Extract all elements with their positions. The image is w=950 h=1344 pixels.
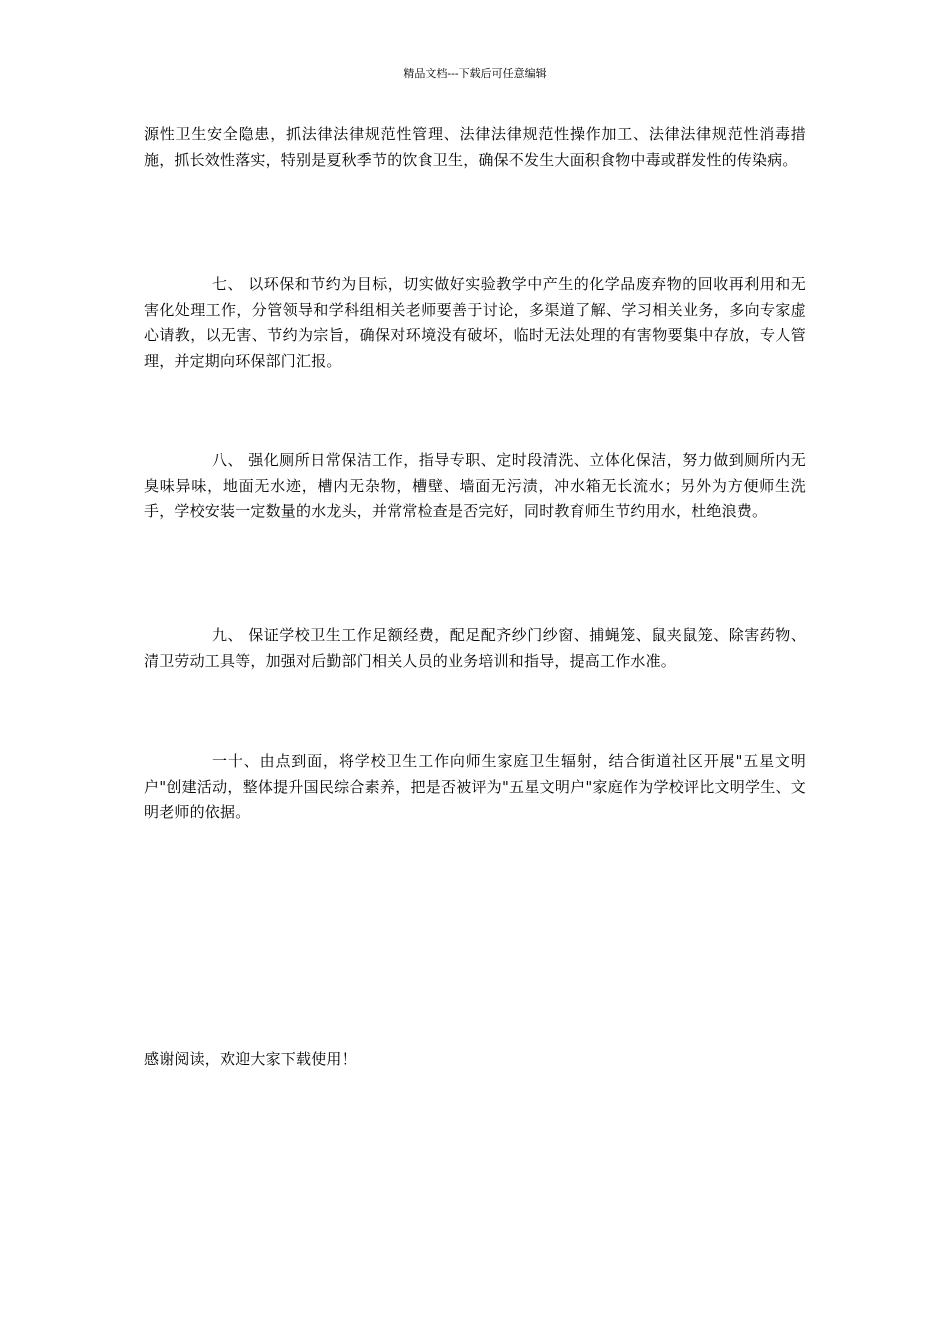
closing-thanks: 感谢阅读，欢迎大家下载使用！ — [144, 1050, 357, 1068]
paragraph-nine-funding: 九、 保证学校卫生工作足额经费，配足配齐纱门纱窗、捕蝇笼、鼠夹鼠笼、除害药物、清卫劳动工具等，加强对后勤部门相关人员的业务培训和指导，提高工作水准。 — [144, 626, 806, 670]
paragraph-seven-chemical-waste: 七、 以环保和节约为目标，切实做好实验教学中产生的化学品废弃物的回收再利用和无害化处理工作，分管领导和学科组相关老师要善于讨论，多渠道了解、学习相关业务，多向专家虚心请教，以无害、节约为宗旨，确保对环境没有破坏，临时无法处理的有害物要集中存放，专人管理，并定期向环保部门汇报。 — [144, 275, 806, 370]
paragraph-ten-family-hygiene: 一十、由点到面，将学校卫生工作向师生家庭卫生辐射，结合街道社区开展"五星文明户"创建活动，整体提升国民综合素养，把是否被评为"五星文明户"家庭作为学校评比文明学生、文明老师的依据。 — [144, 752, 806, 821]
page-header: 精品文档---下载后可任意编辑 — [403, 67, 547, 80]
paragraph-eight-toilet-cleaning: 八、 强化厕所日常保洁工作，指导专职、定时段清洗、立体化保洁，努力做到厕所内无臭味异味，地面无水迹，槽内无杂物，槽壁、墙面无污渍，冲水箱无长流水；另外为方便师生洗手，学校安装一定数量的水龙头，并常常检查是否完好，同时教育师生节约用水，杜绝浪费。 — [144, 451, 806, 520]
paragraph-hygiene-hazards: 源性卫生安全隐患，抓法律法律规范性管理、法律法律规范性操作加工、法律法律规范性消毒措施，抓长效性落实，特别是夏秋季节的饮食卫生，确保不发生大面积食物中毒或群发性的传染病。 — [144, 125, 806, 169]
